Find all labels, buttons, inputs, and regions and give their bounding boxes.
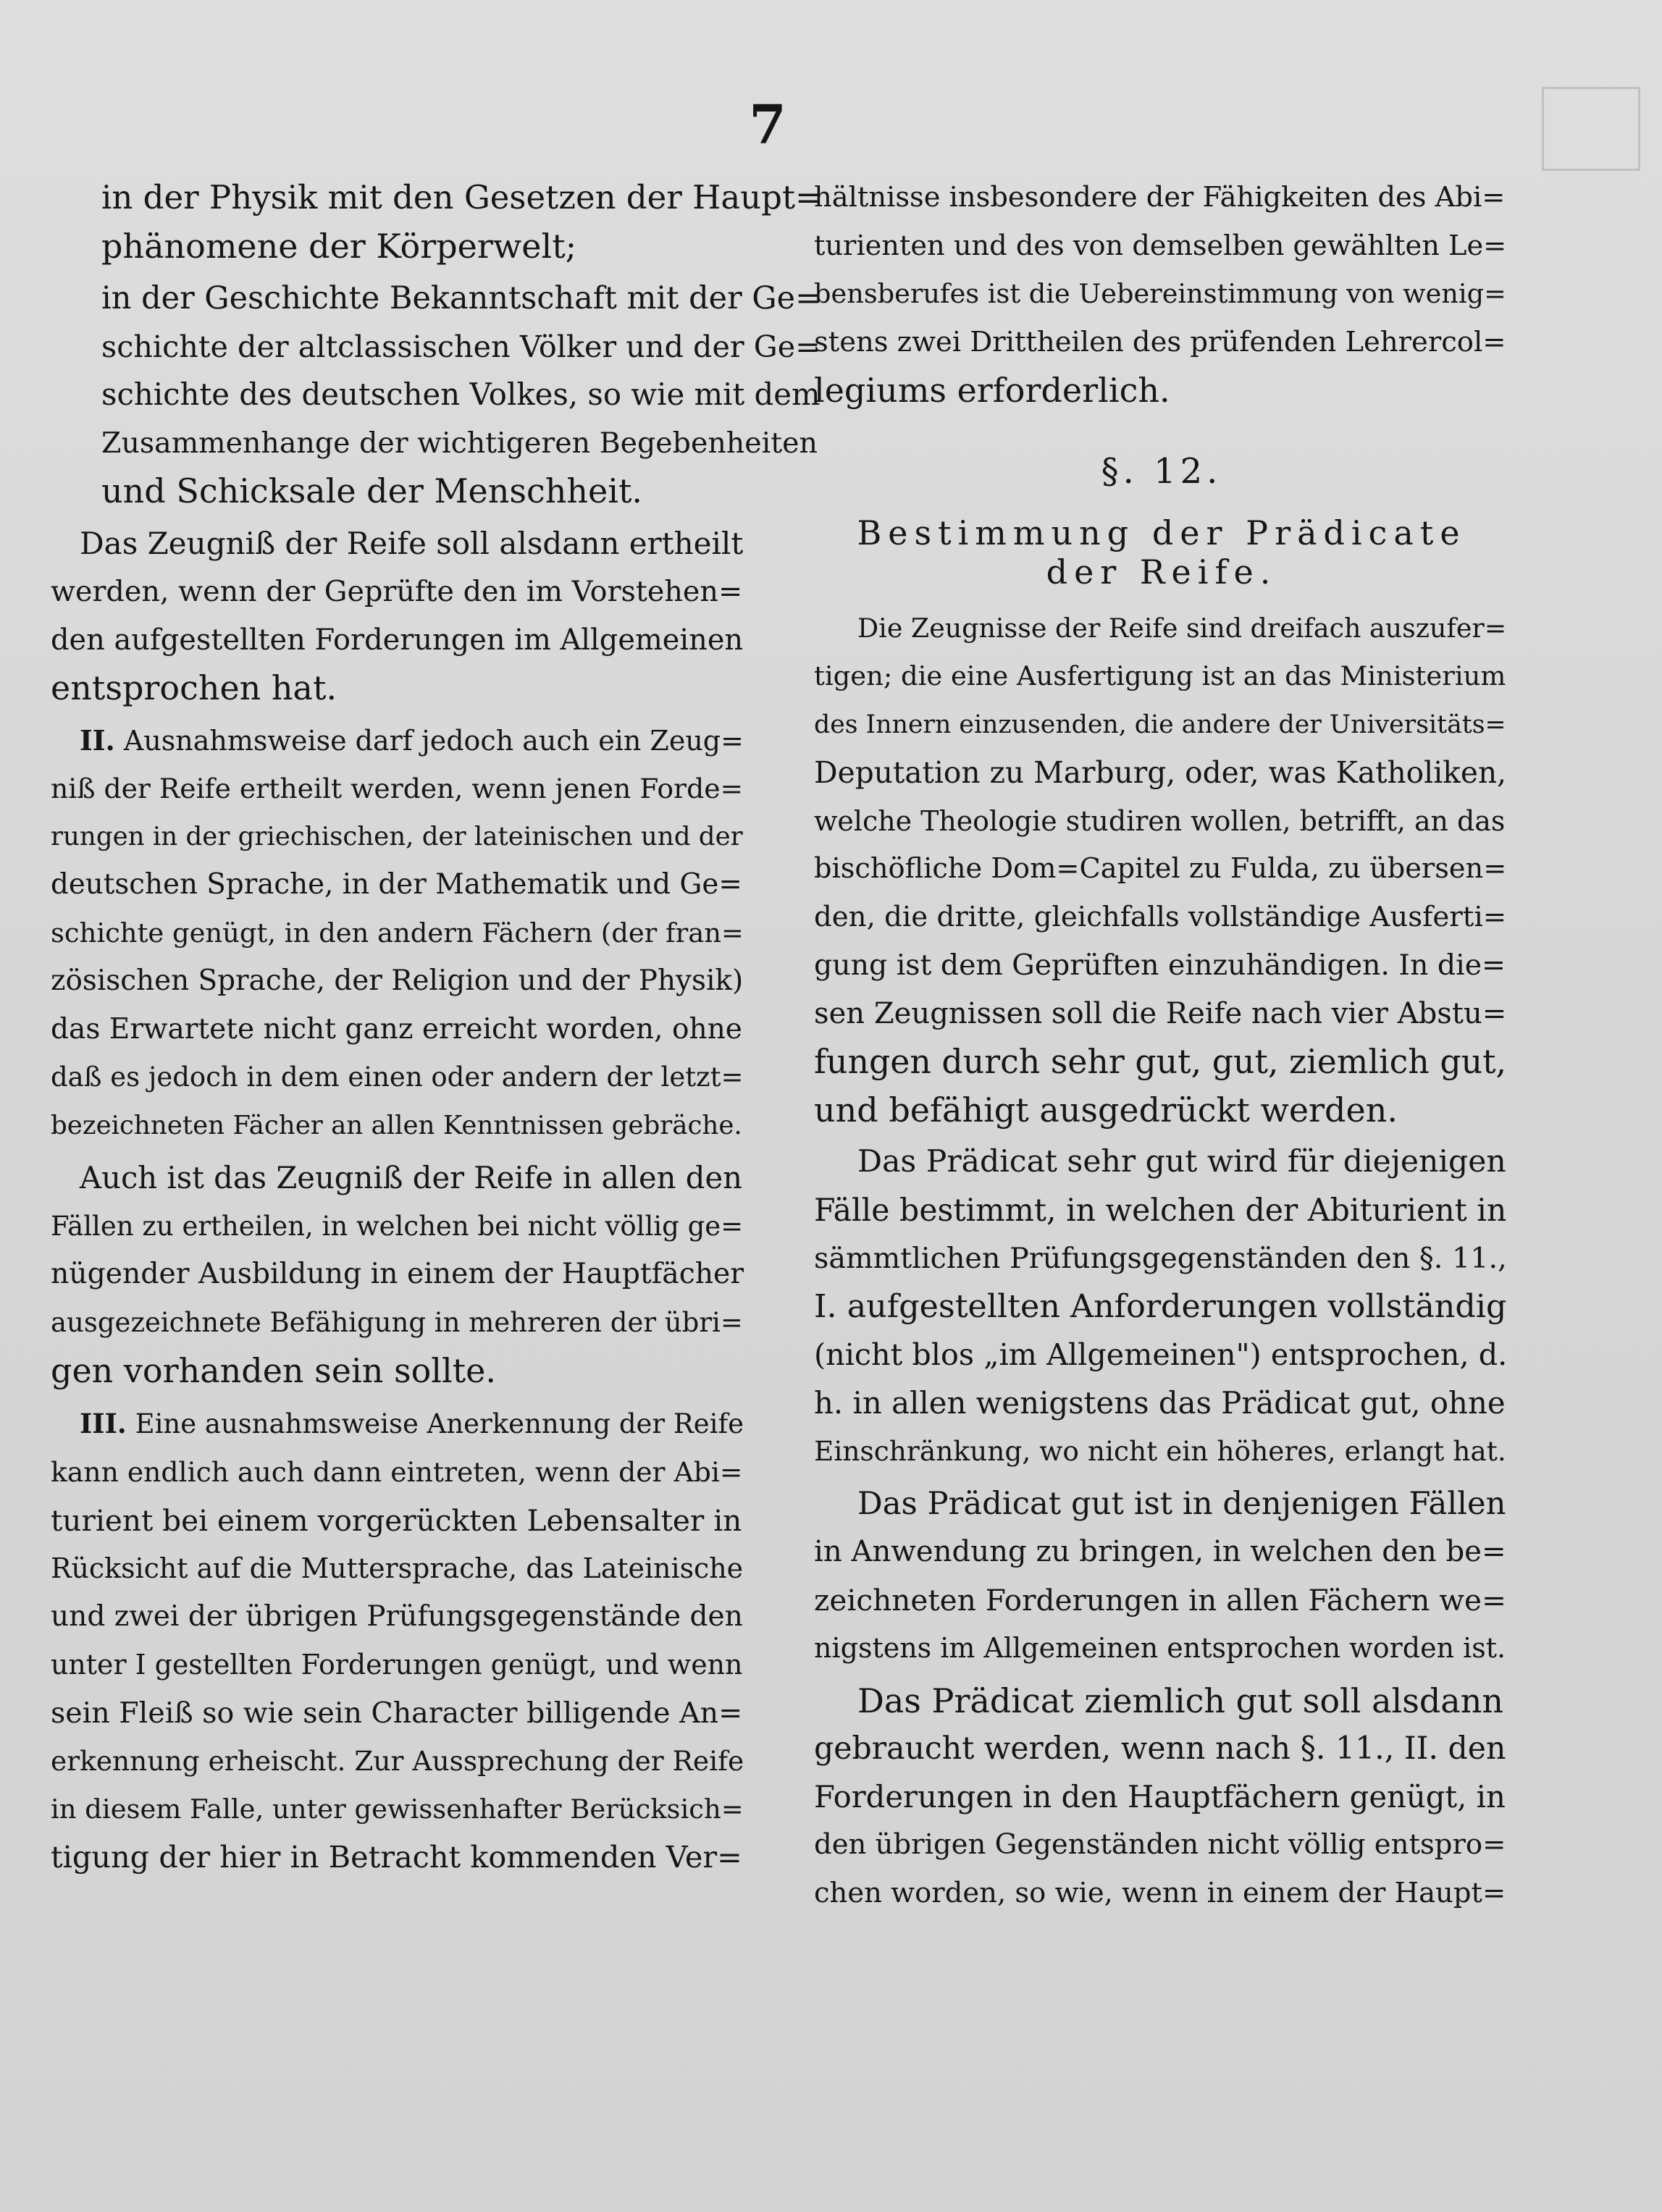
text-line: nigstens im Allgemeinen entsprochen worden ist. xyxy=(814,1632,1506,1664)
text-line: schichte der altclassischen Völker und der Ge= xyxy=(101,329,820,364)
text-line: und zwei der übrigen Prüfungsgegenstände den xyxy=(51,1599,743,1633)
text-line: Forderungen in den Hauptfächern genügt, in xyxy=(814,1778,1506,1814)
left-paragraph-1 xyxy=(51,174,823,270)
left-paragraph-3 xyxy=(51,520,746,712)
text-line: turienten und des von demselben gewählten Le= xyxy=(814,229,1507,262)
text-line: I. aufgestellten Anforderungen vollständig xyxy=(814,1287,1507,1325)
text-line: Zusammenhange der wichtigeren Begebenheiten xyxy=(101,426,818,460)
text-line: erkennung erheischt. Zur Aussprechung der Reife xyxy=(51,1745,744,1777)
text-line: deutschen Sprache, in der Mathematik und Ge= xyxy=(51,868,742,901)
text-line: werden, wenn der Geprüfte den im Vorstehen= xyxy=(51,575,743,608)
text-line: Ausnahmsweise darf jedoch auch ein Zeug= xyxy=(123,724,744,757)
text-line: bischöfliche Dom=Capitel zu Fulda, zu übersen= xyxy=(814,852,1507,885)
text-line: des Innern einzusenden, die andere der Universitäts= xyxy=(814,710,1506,739)
text-line: den, die dritte, gleichfalls vollständige Ausferti= xyxy=(814,900,1507,933)
text-line: Eine ausnahmsweise Anerkennung der Reife xyxy=(135,1408,744,1439)
text-line: Das Prädicat gut ist in denjenigen Fällen xyxy=(857,1485,1506,1522)
text-line: bensberufes ist die Uebereinstimmung von wenig= xyxy=(814,278,1506,309)
text-line: Das Prädicat ziemlich gut soll alsdann xyxy=(857,1681,1503,1720)
right-column xyxy=(814,174,1509,1922)
text-line: sein Fleiß so wie sein Character billigende An= xyxy=(51,1696,743,1730)
text-line: schichte des deutschen Volkes, so wie mit dem xyxy=(101,377,820,412)
text-line: rungen in der griechischen, der lateinischen und der xyxy=(51,821,743,851)
roman-numeral-iii: III. xyxy=(80,1407,127,1439)
text-line: den aufgestellten Forderungen im Allgemeinen xyxy=(51,623,744,657)
text-line: niß der Reife ertheilt werden, wenn jenen Forde= xyxy=(51,773,744,804)
text-line: daß es jedoch in dem einen oder andern der letzt= xyxy=(51,1061,744,1093)
text-line: nügender Ausbildung in einem der Hauptfächer xyxy=(51,1258,744,1290)
text-line: Das Prädicat sehr gut wird für diejenigen xyxy=(857,1144,1506,1179)
text-line: chen worden, so wie, wenn in einem der Haupt= xyxy=(814,1876,1506,1909)
text-line: fungen durch sehr gut, gut, ziemlich gut, xyxy=(814,1042,1507,1081)
text-line: gebraucht werden, wenn nach §. 11., II. den xyxy=(814,1731,1506,1767)
text-line: hältnisse insbesondere der Fähigkeiten des Abi= xyxy=(814,181,1506,214)
text-line: tigen; die eine Ausfertigung ist an das Ministerium xyxy=(814,660,1506,691)
text-line: zeichneten Forderungen in allen Fächern we= xyxy=(814,1582,1507,1618)
text-line: und Schicksale der Menschheit. xyxy=(101,471,643,510)
text-line: h. in allen wenigstens das Prädicat gut, ohne xyxy=(814,1384,1506,1421)
right-paragraph-5 xyxy=(814,1677,1509,1918)
right-paragraph-2 xyxy=(814,605,1509,1135)
right-paragraph-3 xyxy=(814,1138,1509,1476)
text-line: Fälle bestimmt, in welchen der Abiturient in xyxy=(814,1192,1507,1229)
text-line: ausgezeichnete Befähigung in mehreren der übri= xyxy=(51,1306,743,1338)
text-line: tigung der hier in Betracht kommenden Ver= xyxy=(51,1840,742,1875)
text-line: in der Geschichte Bekanntschaft mit der Ge= xyxy=(101,280,822,316)
left-paragraph-4 xyxy=(51,717,746,1151)
left-column xyxy=(51,174,823,1886)
text-line: stens zwei Drittheilen des prüfenden Lehrercol= xyxy=(814,325,1506,358)
section-heading: Bestimmung der Prädicate der Reife. xyxy=(857,513,1466,592)
left-paragraph-6 xyxy=(51,1400,746,1882)
text-line: Die Zeugnisse der Reife sind dreifach auszufer= xyxy=(857,612,1507,644)
left-paragraph-2 xyxy=(51,274,822,516)
text-line: entsprochen hat. xyxy=(51,668,337,707)
page-number: 7 xyxy=(749,94,786,156)
text-line: in der Physik mit den Gesetzen der Haupt= xyxy=(101,178,823,216)
text-line: das Erwartete nicht ganz erreicht worden, ohne xyxy=(51,1012,742,1046)
text-line: bezeichneten Fächer an allen Kenntnissen gebräche. xyxy=(51,1110,742,1140)
text-line: in diesem Falle, unter gewissenhafter Berücksich= xyxy=(51,1793,744,1825)
text-line: legiums erforderlich. xyxy=(814,371,1170,410)
text-line: unter I gestellten Forderungen genügt, und wenn xyxy=(51,1649,743,1681)
text-line: Fällen zu ertheilen, in welchen bei nicht völlig ge= xyxy=(51,1210,744,1242)
text-line: gen vorhanden sein sollte. xyxy=(51,1351,497,1390)
text-line: sämmtlichen Prüfungsgegenständen den §. 11., xyxy=(814,1242,1507,1275)
text-line: Das Zeugniß der Reife soll alsdann ertheilt xyxy=(80,525,744,561)
text-line: kann endlich auch dann eintreten, wenn der Abi= xyxy=(51,1456,743,1488)
text-line: Einschränkung, wo nicht ein höheres, erlangt hat. xyxy=(814,1435,1506,1467)
text-line: (nicht blos „im Allgemeinen") entsprochen, d. xyxy=(814,1337,1508,1372)
text-line: turient bei einem vorgerückten Lebensalter in xyxy=(51,1502,742,1538)
text-line: gung ist dem Geprüften einzuhändigen. In die= xyxy=(814,949,1506,982)
text-line: schichte genügt, in den andern Fächern (der fran= xyxy=(51,917,744,949)
text-line: zösischen Sprache, der Religion und der Physik) xyxy=(51,964,744,997)
text-line: Rücksicht auf die Muttersprache, das Lateinische xyxy=(51,1552,744,1584)
text-line: phänomene der Körperwelt; xyxy=(101,226,577,266)
text-line: Auch ist das Zeugniß der Reife in allen den xyxy=(80,1160,742,1195)
text-line: und befähigt ausgedrückt werden. xyxy=(814,1090,1398,1130)
right-paragraph-4 xyxy=(814,1480,1509,1673)
text-line: in Anwendung zu bringen, in welchen den be= xyxy=(814,1535,1506,1568)
right-paragraph-1 xyxy=(814,174,1509,415)
text-line: welche Theologie studiren wollen, betrifft, an das xyxy=(814,804,1506,837)
text-line: sen Zeugnissen soll die Reife nach vier Abstu= xyxy=(814,996,1507,1030)
text-line: den übrigen Gegenständen nicht völlig entspro= xyxy=(814,1828,1506,1861)
corner-stamp-mark xyxy=(1542,87,1640,171)
roman-numeral-ii: II. xyxy=(80,723,115,757)
section-number: §. 12. xyxy=(1101,450,1222,492)
left-paragraph-5 xyxy=(51,1154,746,1395)
text-line: Deputation zu Marburg, oder, was Katholiken, xyxy=(814,755,1507,790)
